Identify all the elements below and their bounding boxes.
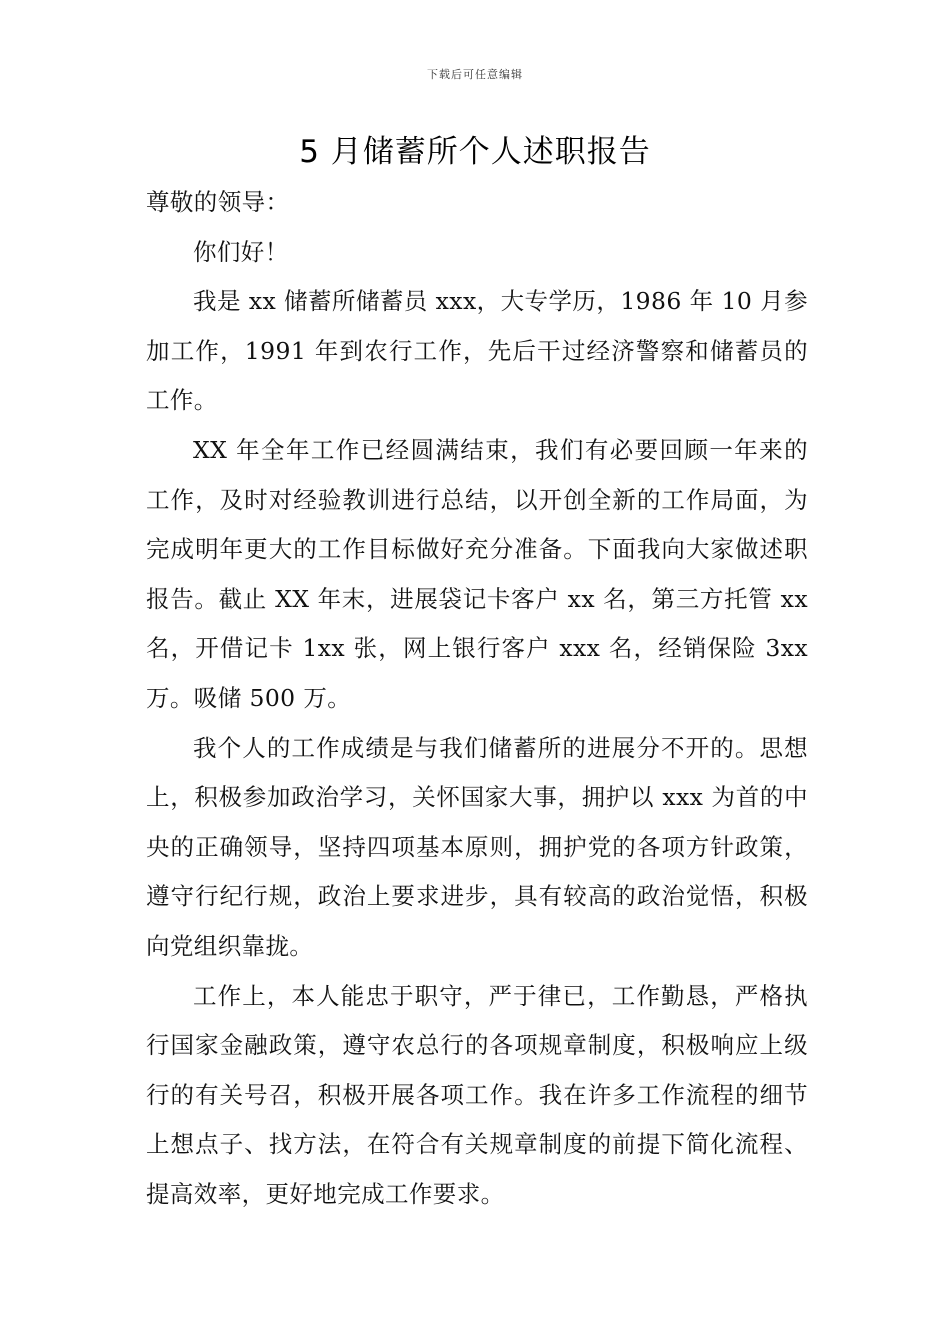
- header-note: 下载后可任意编辑: [427, 68, 523, 81]
- paragraph-greeting: 你们好！: [193, 237, 289, 266]
- paragraph-introduction: 我是 xx 储蓄所储蓄员 xxx，大专学历，1986 年 10 月参加工作，1991 年到农行工作，先后干过经济警察和储蓄员的工作。: [146, 287, 808, 415]
- paragraph-work: 工作上，本人能忠于职守，严于律已，工作勤恳，严格执行国家金融政策，遵守农总行的各项规章制度，积极响应上级行的有关号召，积极开展各项工作。我在许多工作流程的细节上想点子、找方法，在符合有关规章制度的前提下简化流程、提高效率，更好地完成工作要求。: [146, 981, 808, 1208]
- salutation: 尊敬的领导：: [146, 188, 290, 216]
- document-body: [146, 178, 808, 1219]
- paragraph-ideology: 我个人的工作成绩是与我们储蓄所的进展分不开的。思想上，积极参加政治学习，关怀国家大事，拥护以 xxx 为首的中央的正确领导，坚持四项基本原则，拥护党的各项方针政策，遵守行纪行规，政治上要求进步，具有较高的政治觉悟，积极向党组织靠拢。: [146, 733, 808, 960]
- document-title: 5 月储蓄所个人述职报告: [299, 134, 651, 170]
- paragraph-annual-summary: XX 年全年工作已经圆满结束，我们有必要回顾一年来的工作，及时对经验教训进行总结，以开创全新的工作局面，为完成明年更大的工作目标做好充分准备。下面我向大家做述职报告。截止 XX 年末，进展袋记卡客户 xx 名，第三方托管 xx 名，开借记卡 1xx 张，网上银行客户 xxx 名，经销保险 3xx 万。吸储 500 万。: [146, 435, 808, 712]
